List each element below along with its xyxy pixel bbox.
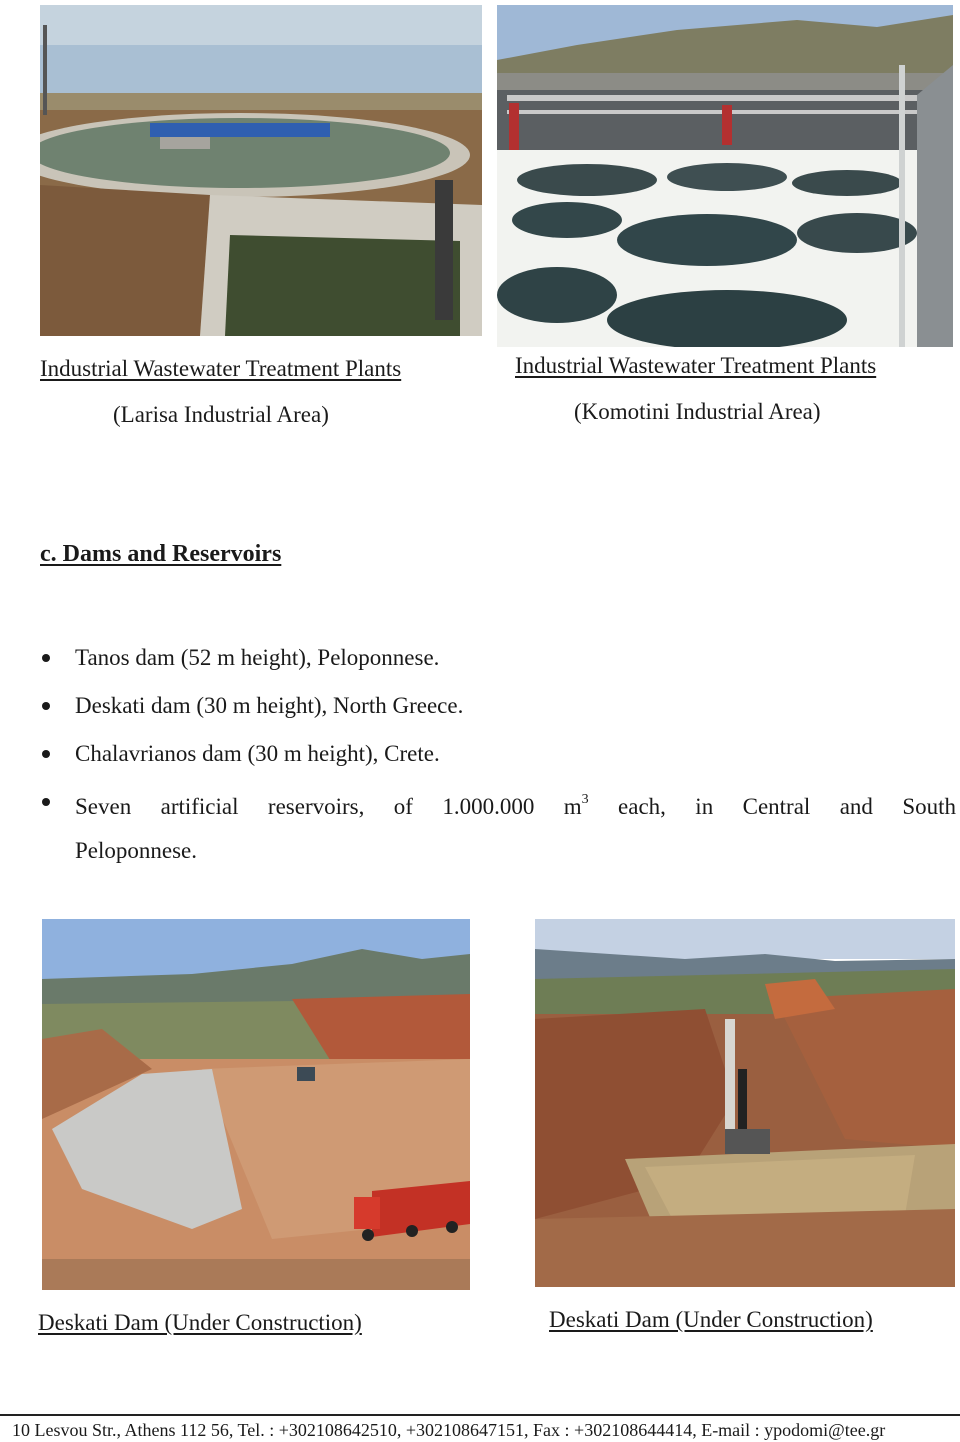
caption-deskati-right: Deskati Dam (Under Construction) <box>549 1307 873 1332</box>
list-item-text: Deskati dam (30 m height), North Greece. <box>75 693 464 718</box>
reservoirs-text: Seven artificial reservoirs, of 1.000.000 m <box>75 793 582 819</box>
list-item-text: Chalavrianos dam (30 m height), Crete. <box>75 741 440 766</box>
photo-deskati-dam-left <box>42 919 470 1290</box>
dams-list <box>40 634 956 873</box>
caption-komotini-subtitle: (Komotini Industrial Area) <box>574 399 821 424</box>
reservoirs-text-tail: each, in Central and South <box>588 793 957 819</box>
photo-deskati-dam-right <box>535 919 955 1287</box>
cubic-superscript: 3 <box>581 792 589 807</box>
list-item <box>40 682 956 730</box>
bullet-icon <box>42 750 50 758</box>
caption-larisa-subtitle: (Larisa Industrial Area) <box>113 402 329 427</box>
photo-komotini-wwtp <box>497 5 953 347</box>
bullet-icon <box>42 654 50 662</box>
list-item-text <box>75 794 956 819</box>
reservoirs-text-continuation: Peloponnese. <box>75 837 198 863</box>
bullet-icon <box>42 798 50 806</box>
list-item <box>40 778 956 873</box>
list-item <box>40 634 956 682</box>
caption-komotini-title: Industrial Wastewater Treatment Plants <box>515 353 877 378</box>
bullet-icon <box>42 702 50 710</box>
section-heading: c. Dams and Reservoirs <box>40 541 282 567</box>
footer-divider <box>0 1414 960 1416</box>
footer-contact: 10 Lesvou Str., Athens 112 56, Tel. : +302108642510, +302108647151, Fax : +302108644414, E-mail : ypodomi@tee.gr <box>12 1420 886 1440</box>
list-item-text: Tanos dam (52 m height), Peloponnese. <box>75 645 440 670</box>
caption-larisa-title: Industrial Wastewater Treatment Plants <box>40 356 402 381</box>
photo-larisa-wwtp <box>40 5 482 336</box>
list-item <box>40 730 956 778</box>
caption-deskati-left: Deskati Dam (Under Construction) <box>38 1310 362 1335</box>
